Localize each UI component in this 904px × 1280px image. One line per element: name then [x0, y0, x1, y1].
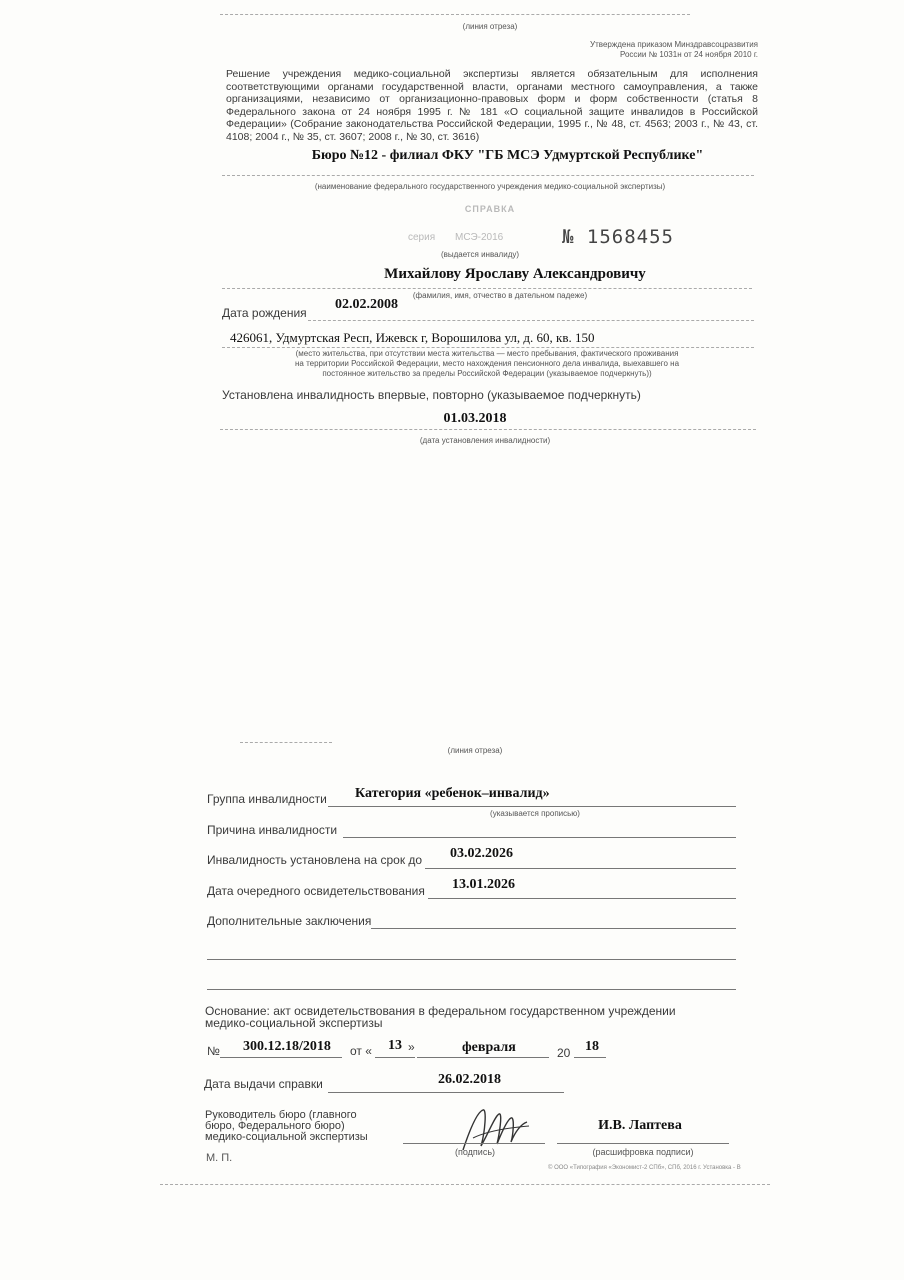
- head-title-line-1: Руководитель бюро (главного: [205, 1109, 357, 1121]
- address-caption-line-3: постоянное жительство за пределы Российской Федерации (указываемое подчеркнуть)): [322, 369, 652, 378]
- established-date-line: [220, 429, 756, 430]
- cut-line-top: [220, 14, 690, 15]
- decision-text: Решение учреждения медико-социальной экспертизы является обязательным для исполнения соответствующими органами государственной власти, органами местного самоуправления, а также организациями, независимо от организационно-правовых форм и форм собственности (статья 8 Федерального закона от 24 ноября 1995 г. № 181 «О социальной защите инвалидов в Российской Федерации» (Собрание законодательства Российской Федерации, 1995 г., № 48, ст. 4563; 2003 г., № 43, ст. 4108; 2004 г., № 35, ст. 3607; 2008 г., № 30, ст. 3616): [226, 68, 758, 143]
- certificate-number: № 1568455: [562, 226, 674, 248]
- additional-conclusions-label: Дополнительные заключения: [207, 914, 372, 928]
- act-year-suffix: 18: [585, 1039, 599, 1054]
- head-title-line-2: бюро, Федерального бюро): [205, 1120, 345, 1132]
- issue-date-line: [328, 1092, 564, 1093]
- issue-date-value: 26.02.2018: [438, 1072, 501, 1087]
- series-value: МСЭ-2016: [455, 232, 504, 243]
- signer-name: И.В. Лаптева: [598, 1118, 682, 1133]
- disability-term-line: [425, 868, 736, 869]
- approval-line-2: России № 1031н от 24 ноября 2010 г.: [620, 50, 758, 59]
- institution-line: [222, 175, 754, 176]
- disability-established-date: 01.03.2018: [443, 411, 507, 426]
- signer-caption: (расшифровка подписи): [592, 1147, 694, 1157]
- disability-group-label: Группа инвалидности: [207, 792, 327, 806]
- act-year-prefix: 20: [557, 1046, 571, 1060]
- next-exam-label: Дата очередного освидетельствования: [207, 884, 425, 898]
- disability-term-value: 03.02.2026: [450, 846, 513, 861]
- basis-text: [205, 1005, 676, 1029]
- address-value: 426061, Удмуртская Респ, Ижевск г, Ворошилова ул, д. 60, кв. 150: [230, 330, 595, 345]
- act-day-value: 13: [388, 1038, 402, 1053]
- disability-group-value: Категория «ребенок–инвалид»: [355, 786, 550, 801]
- basis-text-line-2: медико-социальной экспертизы: [205, 1016, 383, 1030]
- document-title: СПРАВКА: [464, 204, 516, 214]
- basis-text-line-1: Основание: акт освидетельствования в федеральном государственном учреждении: [205, 1004, 676, 1018]
- head-title: [205, 1110, 368, 1143]
- act-number-label: №: [207, 1044, 220, 1058]
- next-exam-line: [428, 898, 736, 899]
- birth-date-line: [308, 320, 754, 321]
- stamp-label: М. П.: [206, 1152, 233, 1164]
- act-quote-close: »: [408, 1040, 415, 1054]
- additional-conclusions-line-3: [207, 989, 736, 990]
- cut-line-label-top: (линия отреза): [462, 22, 518, 31]
- head-title-line-3: медико-социальной экспертизы: [205, 1131, 368, 1143]
- signer-line: [557, 1143, 729, 1144]
- address-caption: [226, 349, 748, 379]
- cut-line-footer: [160, 1184, 770, 1185]
- series-label: серия: [408, 232, 436, 243]
- issued-caption: (выдается инвалиду): [440, 250, 520, 259]
- institution-name: Бюро №12 - филиал ФКУ "ГБ МСЭ Удмуртской Республике": [311, 148, 704, 163]
- disability-established-text: Установлена инвалидность впервые, повторно (указываемое подчеркнуть): [222, 388, 641, 402]
- act-month-value: февраля: [462, 1040, 516, 1055]
- issue-date-label: Дата выдачи справки: [204, 1077, 323, 1091]
- signature-caption: (подпись): [454, 1147, 496, 1157]
- institution-caption: (наименование федерального государственного учреждения медико-социальной экспертизы): [314, 182, 666, 191]
- act-number-value: 300.12.18/2018: [243, 1039, 331, 1054]
- next-exam-value: 13.01.2026: [452, 877, 515, 892]
- address-caption-line-2: на территории Российской Федерации, место нахождения пенсионного дела инвалида, выехавшего на: [294, 359, 680, 368]
- cut-line-bottom: [240, 742, 332, 743]
- disability-group-line: [328, 806, 736, 807]
- birth-date-value: 02.02.2008: [335, 297, 398, 312]
- act-month-line: [417, 1057, 549, 1058]
- act-number-line: [220, 1057, 342, 1058]
- printer-imprint: © ООО «Типография «Экономист-2 СПб», СПб, 2016 г. Установка - В: [548, 1165, 741, 1171]
- established-date-caption: (дата установления инвалидности): [419, 436, 551, 445]
- recipient-full-name: Михайлову Ярославу Александровичу: [384, 266, 646, 282]
- address-caption-line-1: (место жительства, при отсутствии места жительства — место пребывания, фактического проживания: [295, 349, 679, 358]
- act-from-label: от «: [350, 1044, 372, 1058]
- birth-date-label: Дата рождения: [222, 306, 307, 320]
- additional-conclusions-line-2: [207, 959, 736, 960]
- full-name-line: [222, 288, 752, 289]
- signature-line: [403, 1143, 545, 1144]
- act-year-line: [574, 1057, 606, 1058]
- approval-line-1: Утверждена приказом Минздравсоцразвития: [590, 40, 758, 49]
- full-name-caption: (фамилия, имя, отчество в дательном падеже): [412, 291, 588, 300]
- cut-line-label-bottom: (линия отреза): [447, 746, 503, 755]
- disability-cause-label: Причина инвалидности: [207, 823, 338, 837]
- disability-group-caption: (указывается прописью): [490, 809, 580, 818]
- act-day-line: [375, 1057, 415, 1058]
- additional-conclusions-line-1: [371, 928, 736, 929]
- disability-term-label: Инвалидность установлена на срок до: [207, 853, 423, 867]
- disability-cause-line: [343, 837, 736, 838]
- address-line: [222, 347, 754, 348]
